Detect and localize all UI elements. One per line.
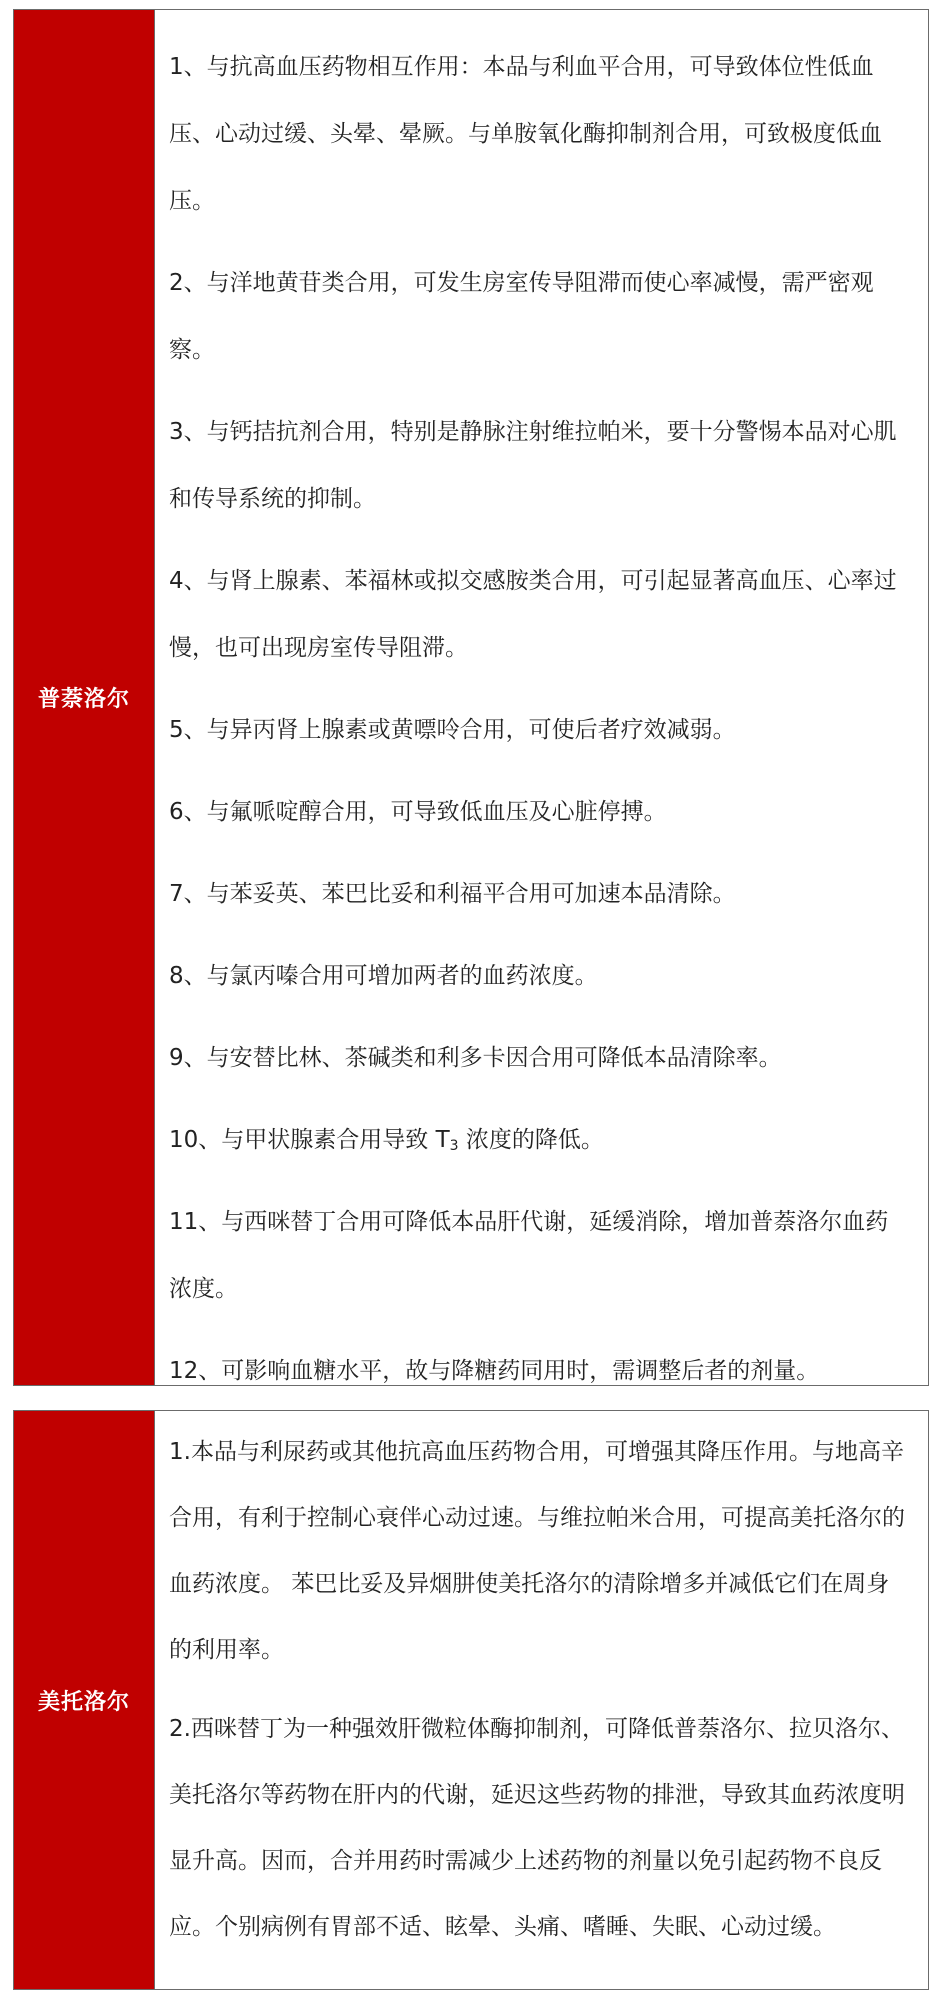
interaction-item: 9、与安替比林、茶碱类和利多卡因合用可降低本品清除率。: [169, 1045, 782, 1071]
interaction-item: 2.西咪替丁为一种强效肝微粒体酶抑制剂，可降低普萘洛尔、拉贝洛尔、美托洛尔等药物在肝内的代谢，延迟这些药物的排泄，导致其血药浓度明显升高。因而，合并用药时需减少上述药物的剂量以免引起药物不良反应。个别病例有胃部不适、眩晕、头痛、嗜睡、失眠、心动过缓。: [169, 1716, 905, 1940]
interaction-item: 11、与西咪替丁合用可降低本品肝代谢，延缓消除，增加普萘洛尔血药浓度。: [169, 1209, 889, 1302]
interaction-item: 2、与洋地黄苷类合用，可发生房室传导阻滞而使心率减慢，需严密观察。: [169, 270, 874, 363]
item-text: 10、与甲状腺素合用导致 T: [169, 1127, 450, 1153]
interaction-item: 6、与氟哌啶醇合用，可导致低血压及心脏停搏。: [169, 799, 667, 825]
interaction-item: 5、与异丙肾上腺素或黄嘌呤合用，可使后者疗效减弱。: [169, 717, 736, 743]
drug-name-cell: [14, 10, 155, 1385]
interaction-item: 7、与苯妥英、苯巴比妥和利福平合用可加速本品清除。: [169, 881, 736, 907]
interaction-item: 12、可影响血糖水平，故与降糖药同用时，需调整后者的剂量。: [169, 1358, 820, 1384]
interaction-item: 4、与肾上腺素、苯福林或拟交感胺类合用，可引起显著高血压、心率过慢，也可出现房室传导阻滞。: [169, 568, 897, 661]
drug-name-cell: [14, 1411, 155, 1989]
interaction-list: [155, 1411, 928, 1989]
subscript: 3: [449, 1138, 459, 1154]
interaction-item: [169, 1107, 910, 1174]
drug-name: 美托洛尔: [37, 1689, 130, 1715]
item-text-suffix: 浓度的降低。: [458, 1127, 604, 1153]
metoprolol-table: [13, 1410, 929, 1990]
propranolol-table: [13, 9, 929, 1386]
interaction-item: 1.本品与利尿药或其他抗高血压药物合用，可增强其降压作用。与地高辛合用，有利于控制心衰伴心动过速。与维拉帕米合用，可提高美托洛尔的血药浓度。 苯巴比妥及异烟肼使美托洛尔的清除增多并减低它们在周身的利用率。: [169, 1439, 905, 1663]
interaction-list: [155, 10, 928, 1385]
interaction-item: 3、与钙拮抗剂合用，特别是静脉注射维拉帕米，要十分警惕本品对心肌和传导系统的抑制。: [169, 419, 897, 512]
interaction-item: 8、与氯丙嗪合用可增加两者的血药浓度。: [169, 963, 598, 989]
drug-name: 普萘洛尔: [37, 687, 130, 712]
interaction-item: 1、与抗高血压药物相互作用：本品与利血平合用，可导致体位性低血压、心动过缓、头晕、晕厥。与单胺氧化酶抑制剂合用，可致极度低血压。: [169, 54, 882, 214]
